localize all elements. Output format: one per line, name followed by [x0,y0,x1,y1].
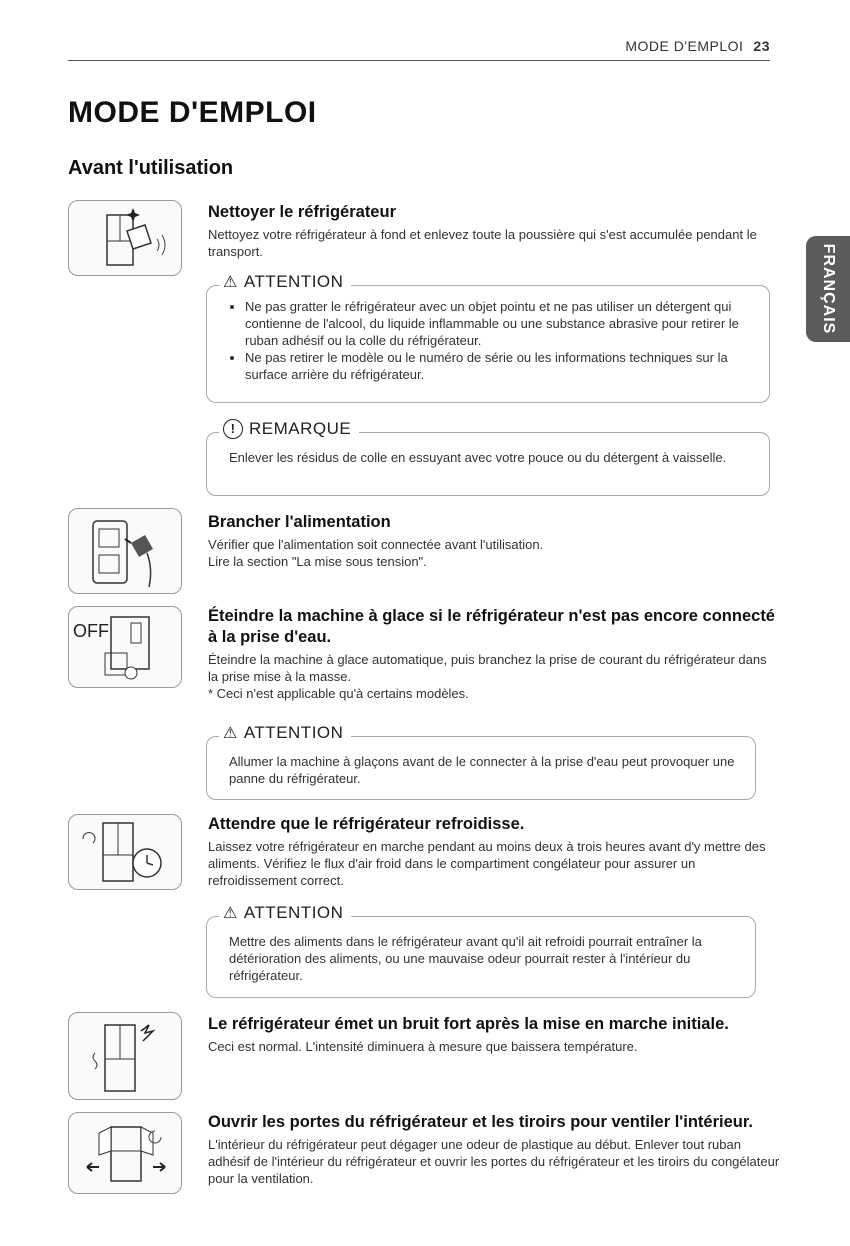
cleaning-illustration [68,200,182,276]
section-ventilation [208,1112,780,1187]
page-title: MODE D'EMPLOI [68,96,317,129]
attention-text: Mettre des aliments dans le réfrigérateur avant qu'il ait refroidi pourrait entraîner la détérioration des aliments, ou une mauvaise odeur pourrait rester à l'intérieur du réfrigérateur. [229,934,702,983]
section-body: Ceci est normal. L'intensité diminuera à mesure que baissera température. [208,1039,638,1054]
noise-illustration [68,1012,182,1100]
section-title: Éteindre la machine à glace si le réfrigérateur n'est pas encore connecté à la prise d'eau. [208,607,775,646]
section-title: Attendre que le réfrigérateur refroidisse. [208,815,525,833]
warning-icon: ⚠ [223,725,238,742]
icemaker-switch-icon [69,607,181,687]
remarque-text: Enlever les résidus de colle en essuyant avec votre pouce ou du détergent à vaisselle. [229,450,727,465]
section-power [208,512,780,570]
language-tab [806,236,850,342]
section-clean [208,202,780,260]
section-noise [208,1014,780,1055]
fridge-clock-icon [69,815,181,889]
page-subtitle: Avant l'utilisation [68,157,234,179]
attention-text: Allumer la machine à glaçons avant de le connecter à la prise d'eau peut provoquer une panne du réfrigérateur. [229,754,735,786]
attention-box [206,723,756,800]
section-body-2: Lire la section "La mise sous tension". [208,554,427,569]
attention-item: • Ne pas retirer le modèle ou le numéro de série ou les informations techniques sur la surface arrière du réfrigérateur. [245,349,755,383]
section-body: L'intérieur du réfrigérateur peut dégager une odeur de plastique au début. Enlever tout ruban adhésif de l'intérieur du réfrigérateur et ouvrir les portes du réfrigérateur et les tiroirs du congélateur pour la ventilation. [208,1137,780,1186]
fridge-cleaning-icon [69,201,181,275]
attention-label: ATTENTION [243,723,344,742]
icemaker-illustration [68,606,182,688]
open-doors-icon [69,1113,181,1193]
warning-icon: ⚠ [223,905,238,922]
language-tab-label: FRANÇAIS [820,243,837,335]
power-outlet-icon [69,509,181,593]
section-title: Nettoyer le réfrigérateur [208,203,396,221]
section-body: Nettoyez votre réfrigérateur à fond et enlevez toute la poussière qui s'est accumulée pendant le transport. [208,227,757,259]
section-cooling [208,814,780,889]
section-icemaker [208,606,780,702]
remarque-box [206,419,770,496]
page-header [68,38,770,61]
cooling-illustration [68,814,182,890]
fridge-noise-icon [69,1013,181,1099]
section-body: Laissez votre réfrigérateur en marche pendant au moins deux à trois heures avant d'y mettre des aliments. Vérifiez le flux d'air froid dans le compartiment congélateur pour assurer un refroidissement correct. [208,839,766,888]
attention-box [206,272,770,403]
off-label: OFF [73,621,109,641]
page-number: 23 [753,38,770,54]
section-title: Ouvrir les portes du réfrigérateur et les tiroirs pour ventiler l'intérieur. [208,1113,753,1131]
attention-box [206,903,756,998]
section-title: Brancher l'alimentation [208,513,391,531]
attention-label: ATTENTION [243,272,344,291]
remarque-label: REMARQUE [249,419,352,438]
section-title: Le réfrigérateur émet un bruit fort après la mise en marche initiale. [208,1015,729,1033]
note-icon: ! [223,419,243,439]
section-body-2: * Ceci n'est applicable qu'à certains modèles. [208,686,469,701]
header-section: MODE D'EMPLOI [625,38,744,54]
attention-item: • Ne pas gratter le réfrigérateur avec un objet pointu et ne pas utiliser un détergent qui contienne de l'alcool, du liquide inflammable ou une substance abrasive pour retirer le ruban adhésif ou la colle du réfrigérateur. [245,298,755,349]
power-illustration [68,508,182,594]
attention-label: ATTENTION [243,903,344,922]
section-body: Éteindre la machine à glace automatique, puis branchez la prise de courant du réfrigérateur dans la prise mise à la masse. [208,652,767,684]
section-body: Vérifier que l'alimentation soit connectée avant l'utilisation. [208,537,544,552]
warning-icon: ⚠ [223,274,238,291]
ventilation-illustration [68,1112,182,1194]
